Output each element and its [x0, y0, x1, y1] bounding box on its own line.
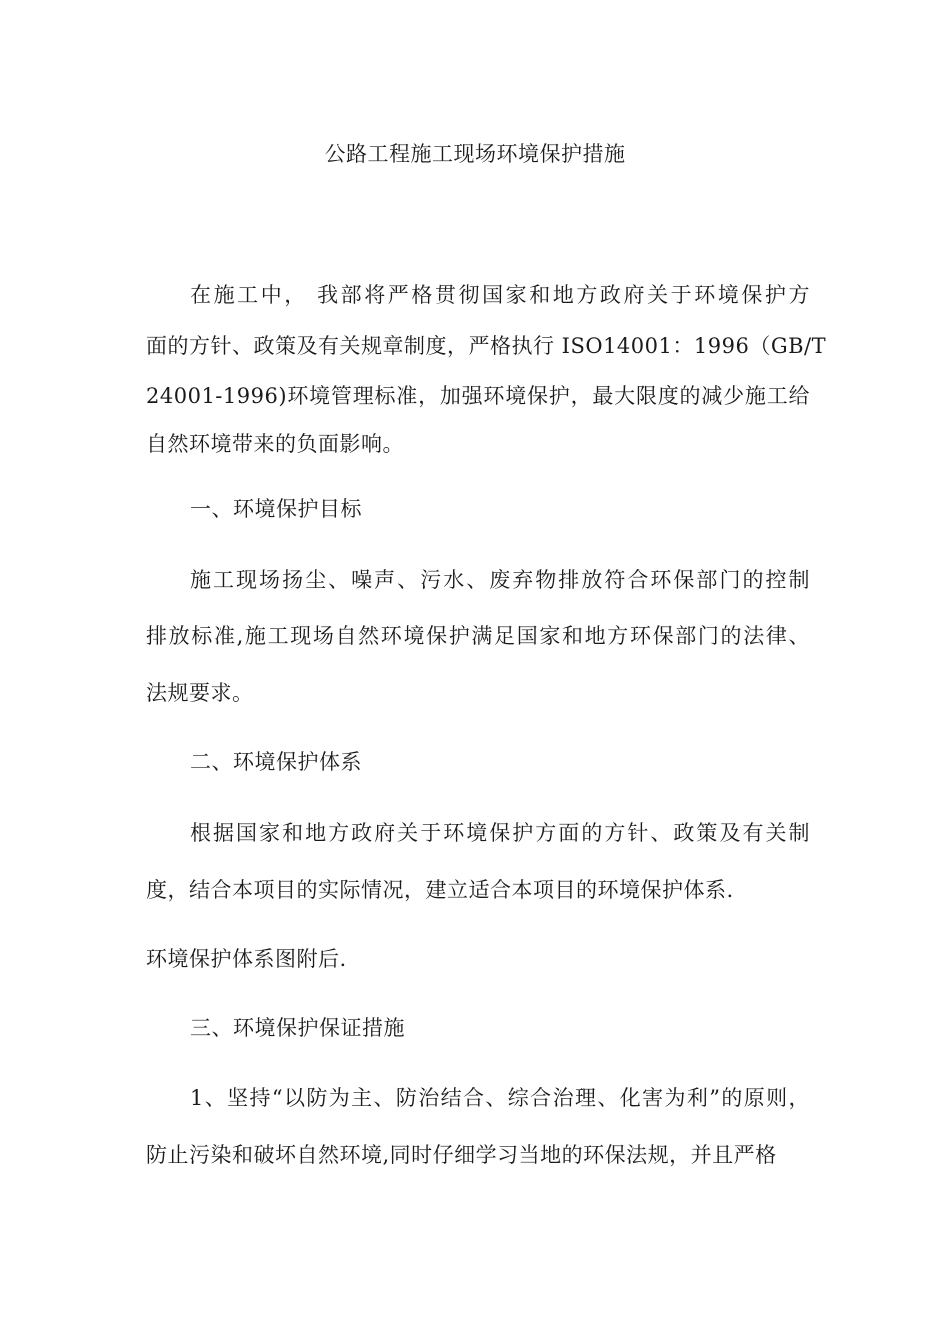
- paragraph-line: 施工现场扬尘、噪声、污水、废弃物排放符合环保部门的控制: [190, 568, 810, 592]
- paragraph-line: 面的方针、政策及有关规章制度，严格执行 ISO14001：1996（GB/T: [146, 334, 827, 358]
- paragraph-line: 1、坚持“以防为主、防治结合、综合治理、化害为利”的原则，: [190, 1086, 810, 1110]
- paragraph-line: 法规要求。: [146, 681, 254, 705]
- paragraph-line: 排放标准,施工现场自然环境保护满足国家和地方环保部门的法律、: [146, 624, 810, 648]
- paragraph-line: 24001-1996)环境管理标准，加强环境保护，最大限度的减少施工给: [146, 384, 810, 408]
- paragraph-line: 自然环境带来的负面影响。: [146, 432, 404, 456]
- paragraph-line: 防止污染和破坏自然环境,同时仔细学习当地的环保法规，并且严格: [146, 1143, 777, 1167]
- paragraph-line: 在施工中， 我部将严格贯彻国家和地方政府关于环境保护方: [190, 283, 810, 307]
- document-title: 公路工程施工现场环境保护措施: [324, 142, 626, 166]
- section-heading: 三、环境保护保证措施: [190, 1016, 405, 1040]
- paragraph-line: 根据国家和地方政府关于环境保护方面的方针、政策及有关制: [190, 821, 810, 845]
- section-heading: 二、环境保护体系: [190, 750, 362, 774]
- paragraph-line: 度，结合本项目的实际情况，建立适合本项目的环境保护体系.: [146, 878, 734, 902]
- paragraph-line: 环境保护体系图附后.: [146, 947, 347, 971]
- section-heading: 一、环境保护目标: [190, 497, 362, 521]
